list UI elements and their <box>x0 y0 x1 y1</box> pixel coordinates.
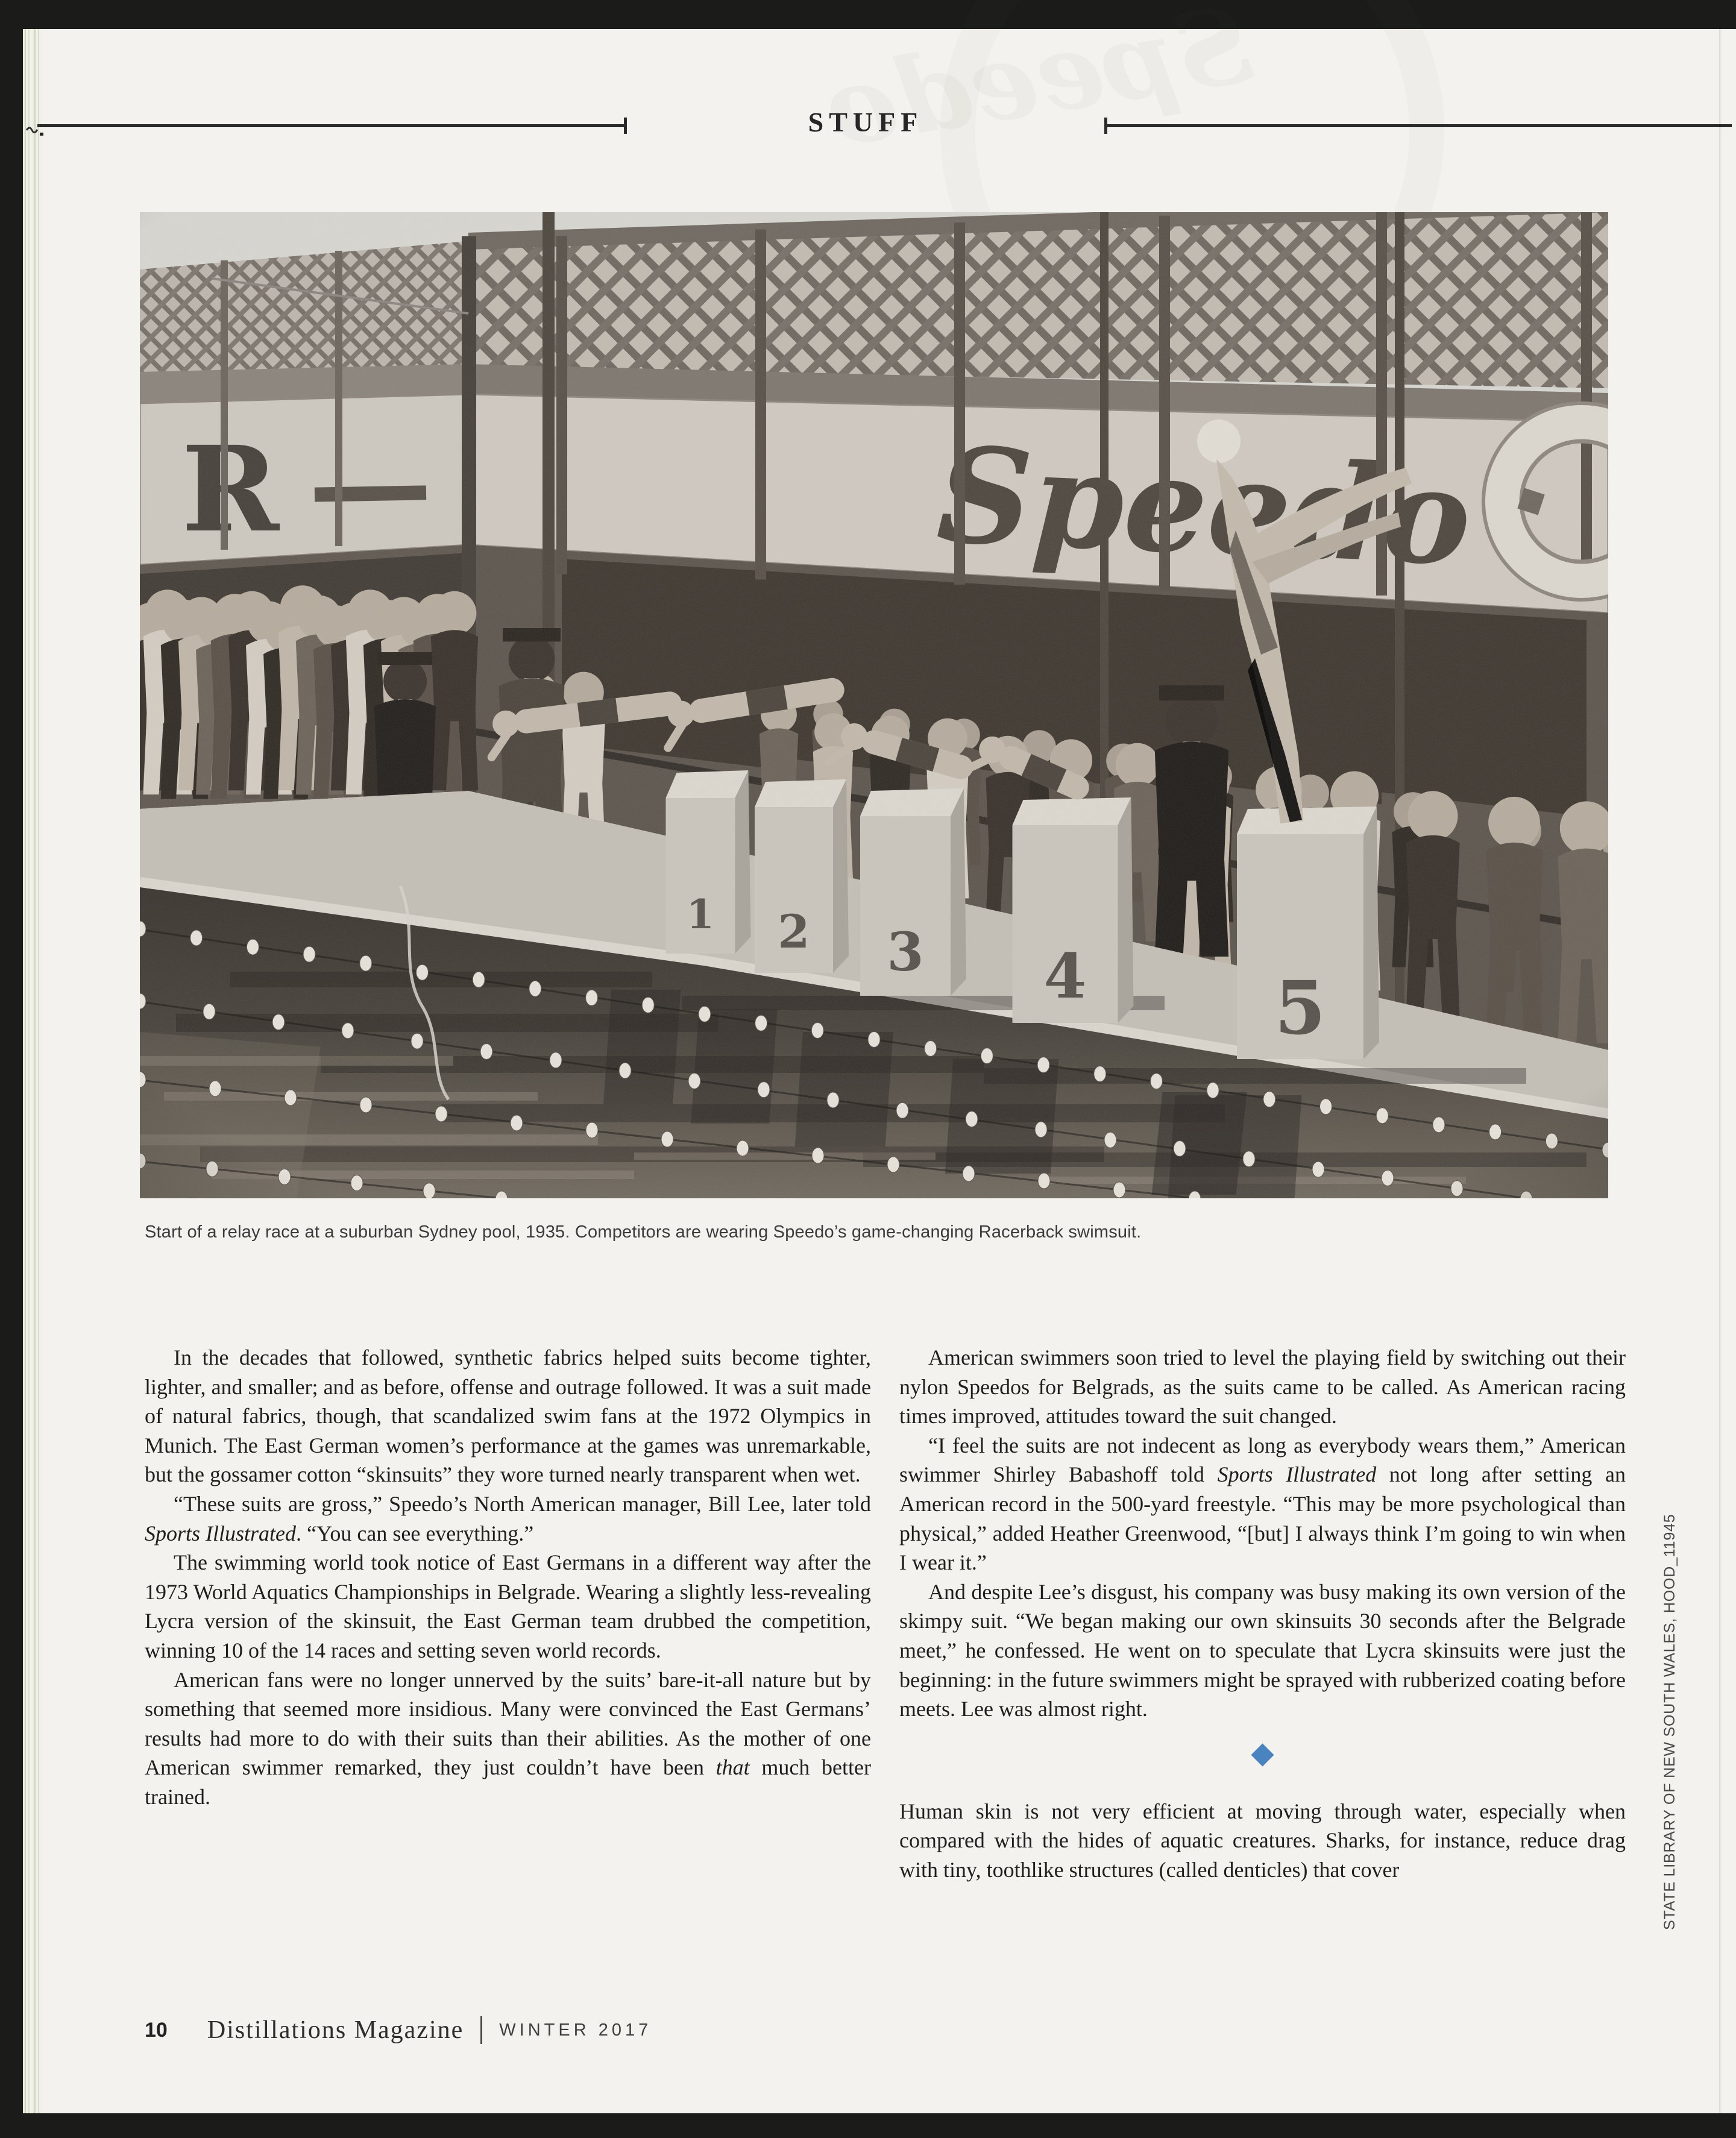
article-column-left <box>145 1343 871 1812</box>
section-title: STUFF <box>808 107 923 137</box>
page-crease <box>1719 29 1722 2113</box>
page-edge-stack <box>23 29 42 2113</box>
photo-caption: Start of a relay race at a suburban Sydney pool, 1935. Competitors are wearing Speedo’s game-changing Racerback swimsuit. <box>145 1222 1142 1242</box>
page-footer <box>145 2016 652 2045</box>
footer-divider <box>480 2016 482 2044</box>
photo-credit: STATE LIBRARY OF NEW SOUTH WALES, HOOD_11945 <box>1661 1514 1678 1930</box>
article-paragraph: Human skin is not very efficient at moving through water, especially when compared with the hides of aquatic creatures. Sharks, for instance, reduce drag with tiny, toothlike structures (called denticles) that cover <box>899 1799 1626 1882</box>
article-paragraph: “These suits are gross,” Speedo’s North American manager, Bill Lee, later told Sports Illustrated. “You can see everything.” <box>145 1491 871 1545</box>
header-rule-right <box>1104 124 1732 127</box>
article-paragraph: And despite Lee’s disgust, his company was busy making its own version of the skimpy suit. “We began making our own skinsuits 30 seconds after the Belgrade meet,” he confessed. He went on to speculate that Lycra skinsuits were just the beginning: in the future swimmers might be sprayed with rubberized coating before meets. Lee was almost right. <box>899 1579 1626 1721</box>
pool-photo <box>140 212 1608 1198</box>
page-number: 10 <box>145 2018 168 2042</box>
magazine-title: Distillations Magazine <box>207 2016 464 2044</box>
article-column-right <box>899 1343 1626 1885</box>
print-artifact <box>24 119 48 143</box>
article-paragraph: “I feel the suits are not indecent as long as everybody wears them,” American swimmer Shirley Babashoff told Sports Illustrated not long after setting an American record in the 500-yard freestyle. “This may be more psychological than physical,” added Heather Greenwood, “[but] I always think I’m going to win when I wear it.” <box>899 1433 1626 1575</box>
article-paragraph: In the decades that followed, synthetic fabrics helped suits become tighter, lighter, and smaller; and as before, offense and outrage followed. It was a suit made of natural fabrics, though, that scandalized swim fans at the 1972 Olympics in Munich. The East German women’s performance at the games was unremarkable, but the gossamer cotton “skinsuits” they wore turned nearly transparent when wet. <box>145 1345 871 1487</box>
section-separator-diamond <box>1251 1743 1274 1766</box>
issue-label: WINTER 2017 <box>499 2020 652 2040</box>
pool-photo-figure <box>140 212 1608 1198</box>
header-rule-left <box>37 124 627 127</box>
photo-vignette <box>140 212 1608 1198</box>
article-paragraph: The swimming world took notice of East Germans in a different way after the 1973 World Aquatics Championships in Belgrade. Wearing a slightly less-revealing Lycra version of the skinsuit, the East German team drubbed the competition, winning 10 of the 14 races and setting seven world records. <box>145 1550 871 1662</box>
article-paragraph: American fans were no longer unnerved by the suits’ bare-it-all nature but by something that seemed more insidious. Many were convinced the East Germans’ results had more to do with their suits than their abilities. As the mother of one American swimmer remarked, they just couldn’t have been that much better trained. <box>145 1667 871 1809</box>
article-paragraph: American swimmers soon tried to level the playing field by switching out their nylon Speedos for Belgrads, as the suits came to be called. As American racing times improved, attitudes toward the suit changed. <box>899 1345 1626 1429</box>
